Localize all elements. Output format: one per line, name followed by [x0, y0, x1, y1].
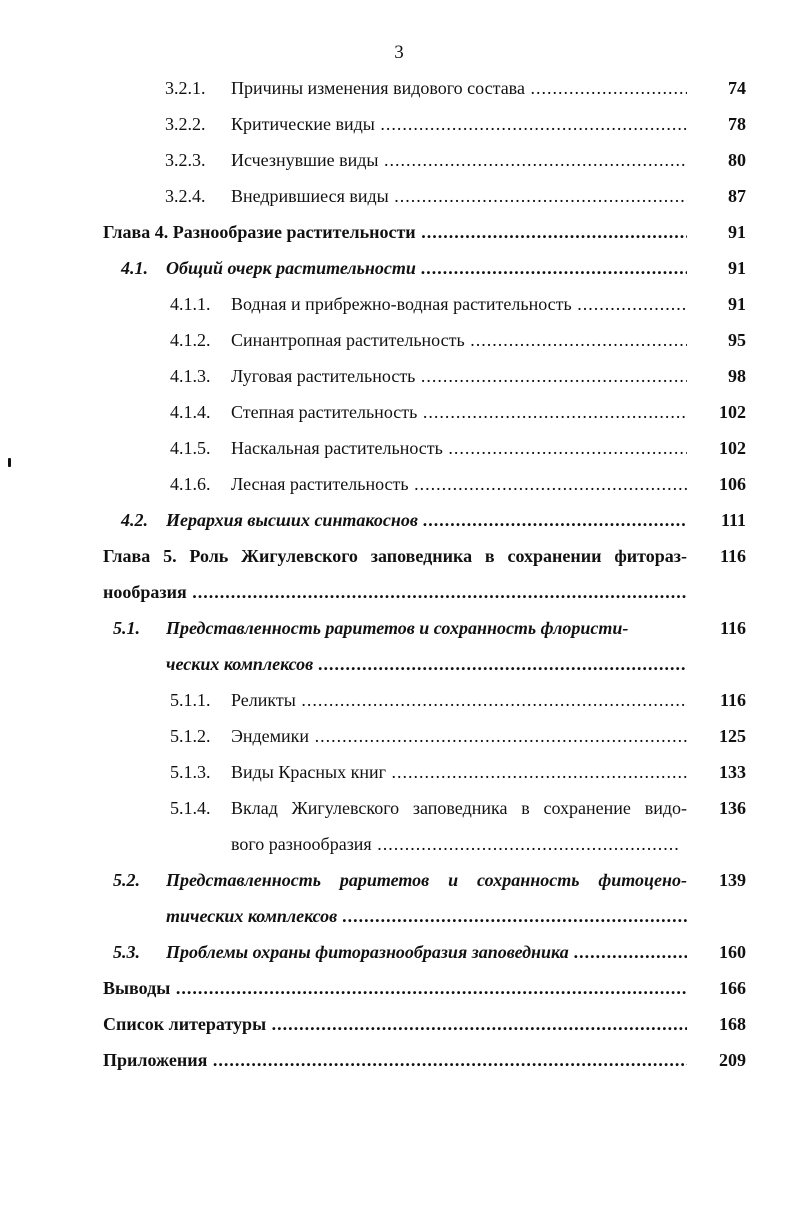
- toc-chapter-continuation: [0, 574, 798, 610]
- entry-number: 4.1.3.: [170, 366, 211, 386]
- toc-entry: [0, 466, 798, 502]
- entry-page: 74: [728, 78, 746, 98]
- chapter-title: Приложения .....: [103, 1042, 687, 1078]
- entry-page: 168: [719, 1014, 746, 1034]
- entry-page: 209: [719, 1050, 746, 1070]
- entry-title: Реликты .....: [231, 682, 687, 718]
- entry-page: 116: [719, 546, 746, 566]
- entry-page: 111: [720, 510, 746, 530]
- entry-number: 5.1.3.: [170, 762, 211, 782]
- toc-section: [0, 934, 798, 970]
- entry-page: 116: [719, 618, 746, 638]
- entry-number: 5.1.2.: [170, 726, 211, 746]
- entry-number: 4.1.1.: [170, 294, 211, 314]
- section-title-line1: Представленность раритетов и сохранность фитоцено-: [166, 870, 687, 890]
- entry-page: 80: [728, 150, 746, 170]
- entry-title: Водная и прибрежно-водная растительность .....: [231, 286, 687, 322]
- toc-entry: [0, 394, 798, 430]
- chapter-title-line1: Глава 5. Роль Жигулевского заповедника в сохранении фитораз-: [103, 546, 687, 566]
- toc-section-continuation: [0, 646, 798, 682]
- toc-section: [0, 250, 798, 286]
- entry-title-line1: Вклад Жигулевского заповедника в сохранение видо-: [231, 798, 687, 818]
- entry-title: Исчезнувшие виды .....: [231, 142, 687, 178]
- toc-entry: [0, 358, 798, 394]
- entry-page: 91: [728, 294, 746, 314]
- entry-page: 95: [728, 330, 746, 350]
- entry-title-line2: вого разнообразия .....: [231, 826, 681, 862]
- entry-title: Эндемики .....: [231, 718, 687, 754]
- entry-page: 125: [719, 726, 746, 746]
- entry-number: 3.2.3.: [165, 150, 206, 170]
- toc-entry: [0, 286, 798, 322]
- toc-chapter: [0, 214, 798, 250]
- entry-page: 116: [719, 690, 746, 710]
- entry-page: 102: [719, 402, 746, 422]
- toc-entry: [0, 430, 798, 466]
- entry-page: 87: [728, 186, 746, 206]
- entry-title: Лесная растительность .....: [231, 466, 687, 502]
- entry-title: Внедрившиеся виды .....: [231, 178, 687, 214]
- entry-page: 91: [728, 222, 746, 242]
- entry-title: Наскальная растительность .....: [231, 430, 687, 466]
- section-number: 5.3.: [113, 942, 140, 962]
- entry-number: 5.1.1.: [170, 690, 211, 710]
- entry-number: 3.2.1.: [165, 78, 206, 98]
- section-number: 5.2.: [113, 870, 140, 890]
- entry-number: 4.1.2.: [170, 330, 211, 350]
- entry-page: 136: [719, 798, 746, 818]
- entry-page: 106: [719, 474, 746, 494]
- section-title: Иерархия высших синтакоснов .....: [166, 502, 687, 538]
- toc-section-continuation: [0, 898, 798, 934]
- toc-entry: [0, 754, 798, 790]
- toc-section: [0, 610, 798, 646]
- entry-title: Степная растительность .....: [231, 394, 687, 430]
- section-title: Общий очерк растительности .....: [166, 250, 687, 286]
- chapter-title: Глава 4. Разнообразие растительности .....: [103, 214, 687, 250]
- scan-mark: [8, 458, 11, 467]
- toc-chapter: [0, 970, 798, 1006]
- toc-section: [0, 502, 798, 538]
- section-number: 4.2.: [121, 510, 148, 530]
- toc-chapter: [0, 538, 798, 574]
- chapter-title: Выводы .....: [103, 970, 687, 1006]
- toc-entry: [0, 106, 798, 142]
- entry-number: 4.1.5.: [170, 438, 211, 458]
- toc-section: [0, 862, 798, 898]
- section-title-line2: ческих комплексов .....: [166, 646, 687, 682]
- entry-title: Луговая растительность .....: [231, 358, 687, 394]
- section-title: Проблемы охраны фиторазнообразия заповедника .....: [166, 934, 687, 970]
- entry-number: 3.2.2.: [165, 114, 206, 134]
- toc-entry: [0, 70, 798, 106]
- toc-entry: [0, 718, 798, 754]
- toc-entry: [0, 682, 798, 718]
- entry-number: 3.2.4.: [165, 186, 206, 206]
- entry-page: 166: [719, 978, 746, 998]
- entry-page: 102: [719, 438, 746, 458]
- entry-number: 5.1.4.: [170, 798, 211, 818]
- entry-title: Причины изменения видового состава .....: [231, 70, 687, 106]
- entry-page: 98: [728, 366, 746, 386]
- chapter-title: Список литературы .....: [103, 1006, 687, 1042]
- toc-entry: [0, 790, 798, 826]
- toc-entry: [0, 178, 798, 214]
- toc-entry-continuation: [0, 826, 798, 862]
- entry-title: Синантропная растительность .....: [231, 322, 687, 358]
- toc-chapter: [0, 1006, 798, 1042]
- entry-page: 160: [719, 942, 746, 962]
- entry-page: 78: [728, 114, 746, 134]
- page-number: 3: [394, 42, 404, 63]
- section-number: 4.1.: [121, 258, 148, 278]
- entry-title: Критические виды .....: [231, 106, 687, 142]
- section-title-line1: Представленность раритетов и сохранность флористи-: [166, 618, 629, 638]
- entry-page: 133: [719, 762, 746, 782]
- entry-title: Виды Красных книг .....: [231, 754, 687, 790]
- section-number: 5.1.: [113, 618, 140, 638]
- entry-page: 139: [719, 870, 746, 890]
- toc-chapter: [0, 1042, 798, 1078]
- toc-entry: [0, 142, 798, 178]
- toc-entry: [0, 322, 798, 358]
- entry-number: 4.1.4.: [170, 402, 211, 422]
- entry-number: 4.1.6.: [170, 474, 211, 494]
- entry-page: 91: [728, 258, 746, 278]
- chapter-title-line2: нообразия .....: [103, 574, 687, 610]
- section-title-line2: тических комплексов .....: [166, 898, 687, 934]
